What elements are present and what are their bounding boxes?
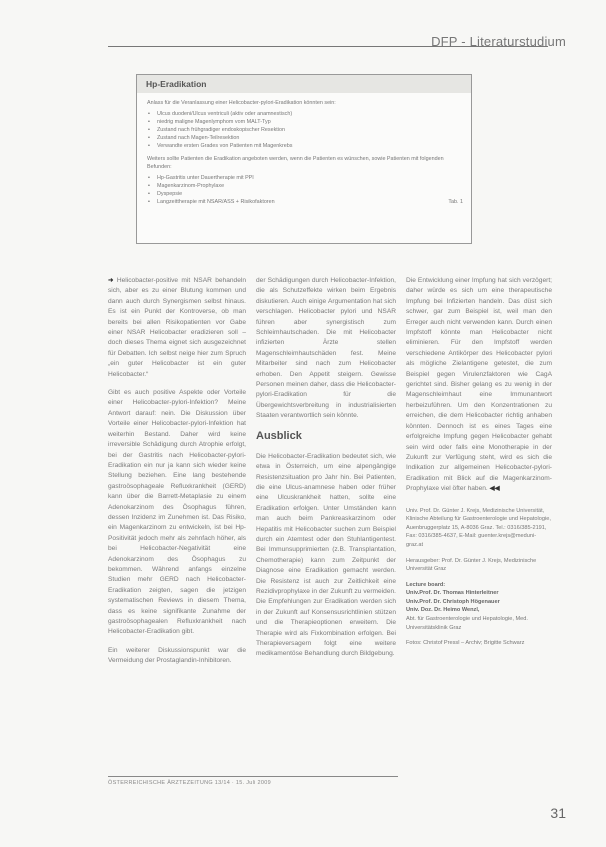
paragraph: der Schädigungen durch Helicobacter-Infektion, die als Schutzeffekte wirken beim Ergebnis diskutieren. Auch einige Argumentation hat sich verschlagen. Helicobacter pylori und NSAR führen aber synergistisch zum Schleimhautschaden. Die mit Helicobacter infizierten Ärzte stellen Magenschleimhautschäden fest. Meine Mitarbeiter sind nach zum Helicobacter erhoben. Den Appetit steigern. Gewisse Personen meinen daher, dass die Helicobacter-pylori-Eradikation für die Übergewichtsverbreitung in industrialisierten Staaten verantwortlich sein könnte. xyxy=(256,277,396,420)
lecture-board xyxy=(406,581,552,633)
footer-rule xyxy=(108,776,398,777)
author-address: Univ. Prof. Dr. Günter J. Krejs, Medizinische Universität, Klinische Abteilung für Gastroenterologie und Hepatologie, Auenbruggerplatz 15, A-8036 Graz. Tel.: 0316/385-2191, Fax: 0316/385-4637, E-Mail: guenter.krejs@meduni-graz.at xyxy=(406,507,551,548)
board-title: Lecture board: xyxy=(406,581,446,588)
indication-item: • Zustand nach Magen-Teilresektion xyxy=(157,134,463,142)
box-second-intro: Weiters sollte Patienten die Eradikation angeboten werden, wenn die Patienten es wünschen, sowie Patienten mit folgenden Befunden: xyxy=(147,156,444,170)
paragraph: Die Helicobacter-Eradikation bedeutet sich, wie etwa in Österreich, um eine alpengängige Resistenzsituation pro Jahr hin. Bei Patienten, die eine Ulcus-anamnese haben oder früher eine Ulcuskrankheit hatten, sollte eine Eradikation erfolgen. Unter Umständen kann man auch beim Pankreaskarzinom oder Hepatitis mit Helicobacter suchen zum Beispiel durch ein Atemtest oder den Stuhlantigentest. Bei Immunsupprimierten (z.B. Transplantation, Chemotherapie) kann zum Zeitpunkt der Diagnose eine Eradikation gemacht werden. Die Resistenz ist auch zur Zeitlichkeit eine Rezidivprophylaxe in der Zukunft zu vermeiden. Die Empfehlungen zur Eradikation werden sich in der Zukunft auf Konsensusrichtlinien stützen und die Therapieoptionen erweitern. Die Therapie wird als Fixkombination erfolgen. Bei Therapieversagern folgt eine weitere medikamentöse Behandlung durch Bildgebung. xyxy=(256,452,396,658)
second-item: • Hp-Gastritis unter Dauertherapie mit PPI xyxy=(157,174,463,182)
paragraph xyxy=(406,276,552,495)
paragraph: Ein weiterer Diskussionspunkt war die Vermeidung der Prostaglandin-Inhibitoren. xyxy=(108,646,246,665)
indication-item: • Verwandte ersten Grades von Patienten mit Magenkrebs xyxy=(157,142,463,150)
second-item: • Magenkarzinom-Prophylaxe xyxy=(157,182,463,190)
box-title: Hp-Eradikation xyxy=(137,75,471,93)
photo-credit: Fotos: Christof Pressl – Archiv; Brigitte Schwarz xyxy=(406,640,525,647)
indication-item: • niedrig maligne Magenlymphom vom MALT-Typ xyxy=(157,118,463,126)
info-box xyxy=(136,74,472,244)
indication-item: • Zustand nach frühgradiger endoskopischer Resektion xyxy=(157,126,463,134)
author-block xyxy=(406,507,552,648)
box-body xyxy=(147,99,463,211)
editor-note: Herausgeber: Prof. Dr. Günter J. Krejs, Medizinische Universität Graz xyxy=(406,557,537,573)
board-member: Univ.Prof. Dr. Christoph Högenauer xyxy=(406,598,500,605)
end-mark-icon: ◀◀ xyxy=(489,485,500,493)
column-2 xyxy=(256,276,396,668)
board-member: Univ.Prof. Dr. Thomas Hinterleitner xyxy=(406,590,499,597)
column-3 xyxy=(406,276,552,655)
second-list xyxy=(147,174,463,206)
section-header: DFP - Literaturstudium xyxy=(431,34,566,49)
paragraph-text: Helicobacter-positive mit NSAR behandeln sich, aber es zu einer Blutung kommen und dann auch durch Synergismen selbst hinaus. Es ist ein Punkt der Kontroverse, ob man bereits bei allen Risikopatienten vor Gabe einer NSAR Helicobacter eradizieren soll – doch dieses Thema eignet sich ausgezeichnet für Debatten. Ich selbst neige hier zum Spruch „ein guter Helicobacter ist ein guter Helicobacter.“ xyxy=(108,277,247,378)
second-item: • Dyspepsie xyxy=(157,190,463,198)
paragraph xyxy=(108,276,246,380)
indications-list xyxy=(147,110,463,150)
journal-footer: ÖSTERREICHISCHE ÄRZTEZEITUNG 13/14 · 15. Juli 2009 xyxy=(108,780,271,786)
column-1 xyxy=(108,276,246,675)
board-member: Univ. Doz. Dr. Heimo Wenzl, xyxy=(406,607,480,614)
indication-item: • Ulcus duodeni/Ulcus ventriculi (aktiv oder anamnestisch) xyxy=(157,110,463,118)
page-number: 31 xyxy=(550,805,566,821)
table-reference: Tab. 1 xyxy=(448,199,463,205)
box-intro: Anlass für die Veranlassung einer Helicobacter-pylori-Eradikation könnten sein: xyxy=(147,100,336,106)
second-item xyxy=(157,198,463,206)
paragraph-text: Die Entwicklung einer Impfung hat sich verzögert; daher würde es sich um eine therapeutische Impfung bei Infizierten handeln. Das düst sich schwer, gar zum Beispiel ist, weil man den Erreger auch nicht verwenden kann. Durch einen Impfstoff könnte man Helicobacter nicht eliminieren. Für den Impfstoff werden verschiedene Antikörper des Helicobacter pylori als mögliche Zielantigene getestet, die zum Beispiel gegen Virulenzfaktoren wie CagA gerichtet sind. Bisher gelang es zu wenig in der Magenschleimhaut eine Immunantwort herbeizuführen. Um den Konzentrationen zu erreichen, die dem Helicobacter richtig anhaben könnten. Dennoch ist es eines Tages eine erfolgreiche Impfung gegen Helicobacter gehabt sein wird oder falls eine Monotherapie in der Zukunft zur Verfügung steht, wird es sich die Indikation zur allgemeinen Helicobacter-pylori-Eradikation mit Blick auf die Magenkarzinom-Prophylaxe viel öfter haben. xyxy=(406,277,552,493)
board-note: Abt. für Gastroenterologie und Hepatologie, Med. Universitätsklinik Graz xyxy=(406,616,528,631)
arrow-icon: ➜ xyxy=(108,277,117,284)
paragraph: Gibt es auch positive Aspekte oder Vorteile einer Helicobacter-pylori-Infektion? Meine Antwort darauf: nein. Die Diskussion über Vorteile einer Helicobacter-pylori-Infektion hat weiterhin Bestand. Daher wird keine irreversible Schädigung durch Atrophie erfolgt, bei der Gastritis nach Helicobacter-pylori-Eradikation ein nur ja kann sich wieder keine Stellung beziehen. Eine lang bestehende gastroösophageale Refluxkrankheit (GERD) kann über die Barrett-Metaplasie zu einem Adenokarzinom des Ösophagus führen, dessen Inzidenz im Zunehmen ist. Das Risiko, ein Magenkarzinom zu entwickeln, ist bei Hp-Positivität jedoch mehr als zehnfach höher, als bei Helicobacter-Negativität eine Adenokarzinom des Ösophagus zu bekommen. Während anfangs einzelne Studien mehr GERD nach Helicobacter-Eradikation zeigten, sagen die jetzigen systematischen Reviews in diesem Thema, dass es keine signifikante Zunahme der gastroösophagealen Refluxkrankheit nach Helicobacter-Eradikation gibt. xyxy=(108,389,246,636)
second-item-text: Langzeittherapie mit NSAR/ASS + Risikofaktoren xyxy=(157,199,275,205)
section-heading: Ausblick xyxy=(256,429,302,442)
